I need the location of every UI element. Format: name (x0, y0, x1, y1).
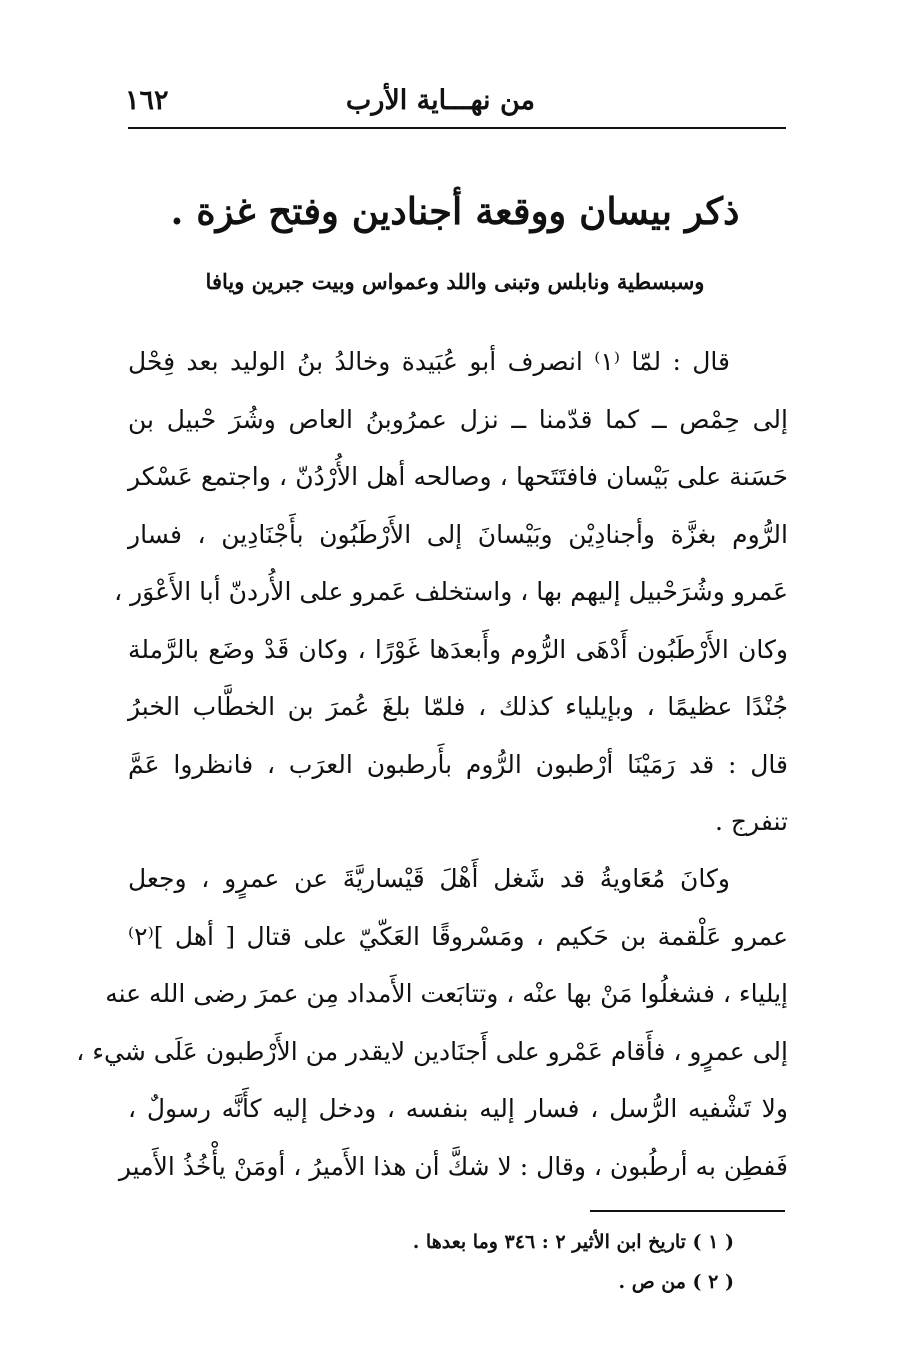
text-line: إلى حِمْص ــ كما قدّمنا ــ نزل عمرُوبنُ العاص وشُرَ حْبيل بن (128, 404, 788, 434)
text-line: إلى عمرٍو ، فأَقام عَمْرو على أَجنَادين لايقدر من الأَرْطبون عَلَى شيء ، (76, 1036, 788, 1066)
text-line: وكانَ مُعَاويةُ قد شَغل أَهْلَ قَيْساريَّةَ عن عمرٍو ، وجعل (128, 864, 730, 893)
footnotes (234, 1222, 734, 1302)
text-line: الرُّوم بغزَّة وأجنادِيْن وبَيْسانَ إلى الأَرْطَبُون بأَجْنَادِين ، فسار (128, 519, 788, 549)
footnote-rule (590, 1210, 785, 1212)
text-line: وكان الأَرْطَبُون أَدْهَى الرُّوم وأَبعدَها غَوْرًا ، وكان قَدْ وضَع بالرَّملة (128, 634, 788, 664)
running-head (125, 80, 785, 120)
text-line: حَسَنة على بَيْسان فافتَتَحها ، وصالحه أهل الأُرْدُنّ ، واجتمع عَسْكر (128, 462, 788, 491)
text-line: قال : قد رَمَيْنَا أرْطبون الرُّوم بأَرطبون العرَب ، فانظروا عَمَّ (128, 749, 788, 779)
text-line: جُنْدًا عظيمًا ، وبإيلياء كذلك ، فلمّا بلغَ عُمرَ بن الخطَّاب الخبرُ (128, 692, 788, 721)
paragraph-2 (76, 850, 788, 1195)
text-line: ولا تَشْفيه الرُّسل ، فسار إليه بنفسه ، ودخل إليه كأَنَّه رسولٌ ، (128, 1094, 788, 1123)
paragraph-1 (114, 333, 788, 851)
text-line: تنفرج . (715, 807, 788, 836)
text-line: عَمرو وشُرَحْبيل إليهم بها ، واستخلف عَمرو على الأُردنّ أبا الأَعْوَر ، (114, 577, 788, 606)
footnote-2: ( ٢ ) من ص . (618, 1271, 734, 1293)
page-number: ١٦٢ (125, 84, 169, 116)
text-line: عمرو عَلْقمة بن حَكيم ، ومَسْروقًا العَكّيّ على قتال [ أهل ]⁽٢⁾ (128, 921, 788, 951)
text-line: قال : لمّا ⁽١⁾ انصرف أبو عُبَيدة وخالدُ بنُ الوليد بعد فِحْل (128, 347, 730, 376)
chapter-subtitle: وسبسطية ونابلس وتبنى واللد وعمواس وبيت جبرين ويافا (205, 269, 705, 294)
running-title: من نهـــاية الأرب (345, 84, 535, 116)
header-rule (128, 127, 786, 129)
text-line: إيلياء ، فشغلُوا مَنْ بها عنْه ، وتتابَعت الأَمداد مِن عمرَ رضى الله عنه (105, 979, 788, 1008)
text-line: فَفطِن به أرطُبون ، وقال : لا شكَّ أن هذا الأَميرُ ، أومَنْ يأْخُذُ الأَمير (118, 1151, 788, 1181)
chapter-title: ذكر بيسان ووقعة أجنادين وفتح غزة . (170, 189, 740, 233)
footnote-1: ( ١ ) تاريخ ابن الأثير ٢ : ٣٤٦ وما بعدها . (412, 1231, 734, 1253)
